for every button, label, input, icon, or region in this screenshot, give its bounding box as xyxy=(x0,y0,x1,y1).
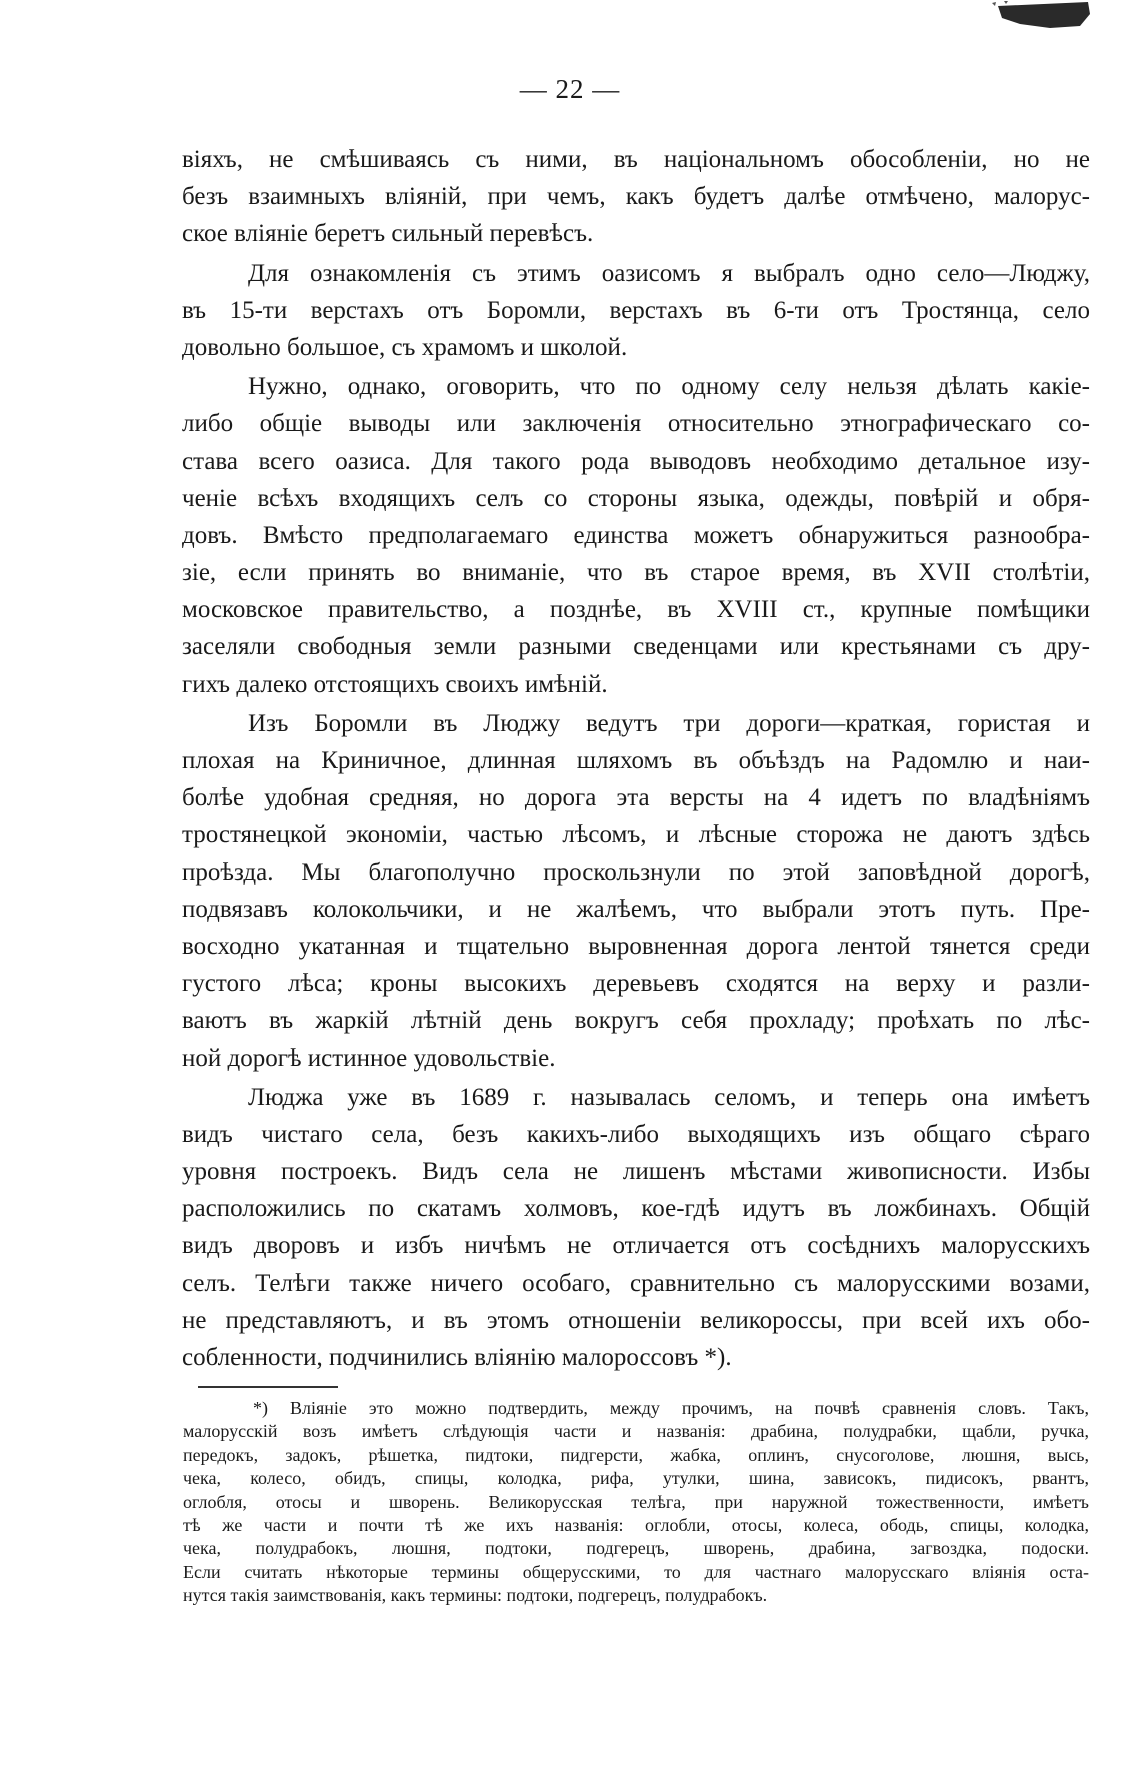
footnote-line: нутся такія заимствованія, какъ термины: подтоки, подгерецъ, полудрабокъ. xyxy=(183,1585,768,1606)
paragraph xyxy=(182,1079,1090,1377)
text-line: уровня построекъ. Видъ села не лишенъ мѣстами живописности. Избы xyxy=(182,1158,1090,1186)
footnote-line: чека, полудрабокъ, люшня, подтоки, подгерецъ, шворень, драбина, загвоздка, подоски. xyxy=(183,1538,1089,1559)
text-line: ское вліяніе беретъ сильный перевѣсъ. xyxy=(182,220,594,248)
footnote-line: тѣ же части и почти тѣ же ихъ названія: оглобли, отосы, колеса, ободь, спицы, колодка, xyxy=(183,1514,1089,1535)
text-line: гихъ далеко отстоящихъ своихъ имѣній. xyxy=(182,670,608,698)
footnote xyxy=(183,1397,1089,1608)
text-line: въ 15-ти верстахъ отъ Боромли, верстахъ въ 6-ти отъ Тростянца, село xyxy=(182,296,1090,324)
text-line: Нужно, однако, оговорить, что по одному селу нельзя дѣлать какіе- xyxy=(248,373,1090,401)
footnote-divider xyxy=(198,1386,338,1388)
paragraph xyxy=(182,255,1090,367)
body-text xyxy=(182,141,1090,1376)
text-line: подвязавъ колокольчики, и не жалѣемъ, что выбрали этотъ путь. Пре- xyxy=(182,895,1090,923)
text-line: става всего оазиса. Для такого рода выводовъ необходимо детальное изу- xyxy=(182,447,1090,475)
text-line: густого лѣса; кроны высокихъ деревьевъ сходятся на верху и разли- xyxy=(182,970,1090,998)
footnote-line: малорусскій возъ имѣетъ слѣдующія части и названія: драбина, полудрабки, щабли, ручка, xyxy=(183,1421,1089,1442)
text-line: довольно большое, съ храмомъ и школой. xyxy=(182,333,628,361)
text-line: видъ чистаго села, безъ какихъ-либо выходящихъ изъ общаго сѣраго xyxy=(182,1120,1090,1148)
text-line: Люджа уже въ 1689 г. называлась селомъ, и теперь она имѣетъ xyxy=(248,1083,1090,1111)
paragraph xyxy=(182,705,1090,1077)
text-line: проѣзда. Мы благополучно проскользнули по этой заповѣдной дорогѣ, xyxy=(182,858,1090,886)
text-line: ченіе всѣхъ входящихъ селъ со стороны языка, одежды, повѣрій и обря- xyxy=(182,484,1090,512)
paragraph xyxy=(182,368,1090,703)
text-line: Изъ Боромли въ Люджу ведутъ три дороги—краткая, гористая и xyxy=(248,709,1090,737)
text-line: довъ. Вмѣсто предполагаемаго единства можетъ обнаружиться разнообра- xyxy=(182,521,1090,549)
text-line: плохая на Криничное, длинная шляхомъ въ объѣздъ на Радомлю и наи- xyxy=(182,747,1090,774)
text-line: восходно укатанная и тщательно выровненная дорога лентой тянется среди xyxy=(182,932,1090,960)
text-line: болѣе удобная средняя, но дорога эта версты на 4 идетъ по владѣніямъ xyxy=(182,784,1090,812)
text-line: віяхъ, не смѣшиваясь съ ними, въ національномъ обособленіи, но не xyxy=(182,146,1090,173)
text-line: тростянецкой экономіи, частью лѣсомъ, и лѣсные сторожа не даютъ здѣсь xyxy=(182,821,1090,849)
text-line: селъ. Телѣги также ничего особаго, сравнительно съ малорусскими возами, xyxy=(182,1269,1090,1297)
text-line: Для ознакомленія съ этимъ оазисомъ я выбралъ одно село—Люджу, xyxy=(248,259,1090,287)
footnote-line: оглобля, отосы и шворень. Великорусская телѣга, при наружной тожественности, имѣетъ xyxy=(183,1491,1089,1512)
text-line: московское правительство, а позднѣе, въ XVIII ст., крупные помѣщики xyxy=(182,596,1090,624)
footnote-line: Если считать нѣкоторые термины общерусскими, то для частнаго малорусскаго вліянія оста- xyxy=(183,1561,1089,1582)
text-line: заселяли свободныя земли разными сведенцами или крестьянами съ дру- xyxy=(182,633,1090,661)
paragraph xyxy=(182,141,1090,253)
text-line: безъ взаимныхъ вліяній, при чемъ, какъ будетъ далѣе отмѣчено, малорус- xyxy=(182,183,1090,211)
text-line: расположились по скатамъ холмовъ, кое-гдѣ идутъ въ ложбинахъ. Общій xyxy=(182,1195,1090,1223)
text-line: либо общіе выводы или заключенія относительно этнографическаго со- xyxy=(182,410,1090,438)
scan-artifact xyxy=(990,0,1095,30)
footnote-line: чека, колесо, обидъ, спицы, колодка, рифа, утулки, шина, зависокъ, пидисокъ, рвантъ, xyxy=(183,1468,1089,1489)
text-line: ваютъ въ жаркій лѣтній день вокругъ себя прохладу; проѣхать по лѣс- xyxy=(182,1007,1090,1035)
page-number: — 22 — xyxy=(519,74,621,104)
footnote-line: *) Вліяніе это можно подтвердить, между прочимъ, на почвѣ сравненія словъ. Такъ, xyxy=(253,1398,1089,1418)
text-line: зіе, если принять во вниманіе, что въ старое время, въ XVII столѣтіи, xyxy=(182,559,1090,587)
text-line: ной дорогѣ истинное удовольствіе. xyxy=(182,1044,556,1072)
text-line: видъ дворовъ и избъ ничѣмъ не отличается отъ сосѣднихъ малорусскихъ xyxy=(182,1232,1090,1260)
footnote-line: передокъ, задокъ, рѣшетка, пидтоки, пидгерсти, жабка, оплинъ, снусоголове, люшня, высь, xyxy=(183,1444,1089,1465)
text-line: не представляютъ, и въ этомъ отношеніи великороссы, при всей ихъ обо- xyxy=(182,1306,1090,1334)
text-line: собленности, подчинились вліянію малороссовъ *). xyxy=(182,1344,732,1371)
